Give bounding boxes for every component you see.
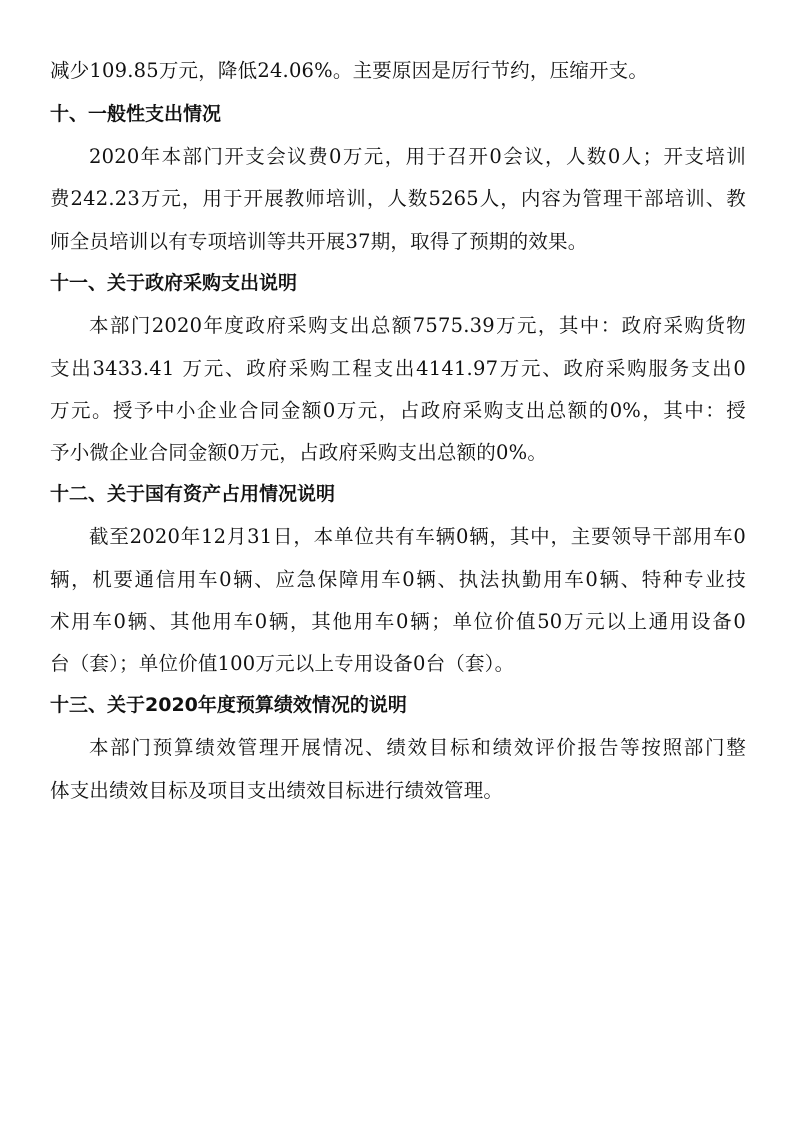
paragraph-line: 支出3433.41 万元、政府采购工程支出4141.97万元、政府采购服务支出0 <box>50 357 746 380</box>
paragraph-line: 台（套）；单位价值100万元以上专用设备0台（套）。 <box>50 652 515 675</box>
paragraph-line: 师全员培训以有专项培训等共开展37期，取得了预期的效果。 <box>50 230 588 253</box>
paragraph-line: 本部门2020年度政府采购支出总额7575.39万元，其中：政府采购货物 <box>89 314 746 337</box>
paragraph-line: 术用车0辆、其他用车0辆，其他用车0辆；单位价值50万元以上通用设备0 <box>50 610 746 633</box>
paragraph-line: 体支出绩效目标及项目支出绩效目标进行绩效管理。 <box>50 779 504 802</box>
paragraph-line: 费242.23万元，用于开展教师培训，人数5265人，内容为管理干部培训、教 <box>50 187 746 210</box>
section-heading-11: 十一、关于政府采购支出说明 <box>50 272 298 294</box>
paragraph-line: 予小微企业合同金额0万元，占政府采购支出总额的0%。 <box>50 441 548 464</box>
paragraph-line: 辆，机要通信用车0辆、应急保障用车0辆、执法执勤用车0辆、特种专业技 <box>50 568 746 591</box>
paragraph-line: 本部门预算绩效管理开展情况、绩效目标和绩效评价报告等按照部门整 <box>89 736 746 759</box>
paragraph-line: 减少109.85万元，降低24.06%。主要原因是厉行节约，压缩开支。 <box>50 59 649 82</box>
section-heading-12: 十二、关于国有资产占用情况说明 <box>50 483 336 505</box>
section-heading-10: 十、一般性支出情况 <box>50 103 222 125</box>
paragraph-line: 截至2020年12月31日，本单位共有车辆0辆，其中，主要领导干部用车0 <box>89 525 746 548</box>
section-heading-13: 十三、关于2020年度预算绩效情况的说明 <box>50 694 407 716</box>
paragraph-line: 2020年本部门开支会议费0万元，用于召开0会议，人数0人；开支培训 <box>89 145 746 168</box>
paragraph-line: 万元。授予中小企业合同金额0万元，占政府采购支出总额的0%，其中：授 <box>50 399 746 422</box>
